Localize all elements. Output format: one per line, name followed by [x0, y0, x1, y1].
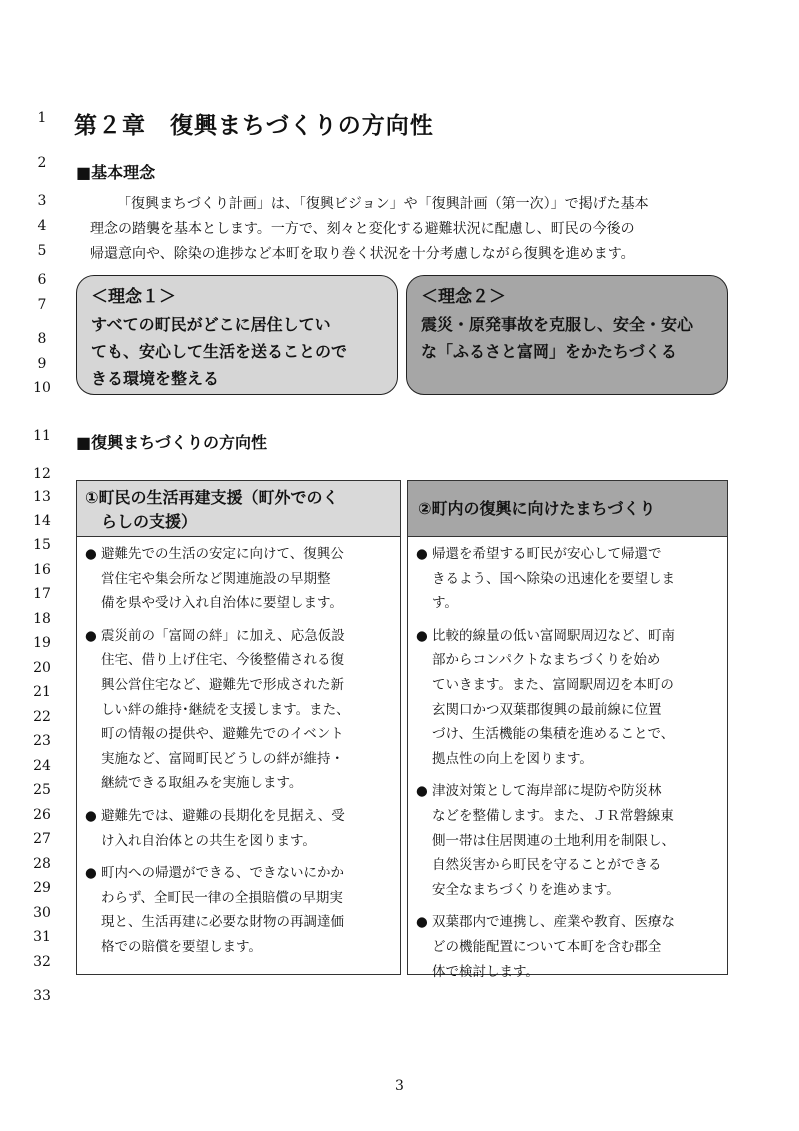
list-item-line: 比較的線量の低い富岡駅周辺など、町南 [432, 627, 675, 644]
basic-philosophy-paragraph [90, 192, 730, 267]
concept-line: きる環境を整える [91, 369, 220, 388]
line-number: 16 [33, 562, 51, 578]
list-item-line: 現と、生活再建に必要な財物の再調達価 [101, 914, 344, 931]
line-number: 25 [33, 782, 51, 798]
line-number: 5 [37, 243, 47, 259]
list-item-line: 津波対策として海岸部に堤防や防災林 [432, 783, 662, 800]
concept-label: ＜理念２＞ [421, 287, 506, 307]
list-item-line: 自然災害から町民を守ることができる [432, 857, 662, 874]
line-number: 26 [33, 807, 51, 823]
bullet-icon: ● [85, 807, 97, 824]
list-item-line: 興公営住宅など、避難先で形成された新 [101, 676, 344, 693]
list-item-line: 体で検討します。 [432, 963, 539, 980]
paragraph-line: 「復興まちづくり計画」は、「復興ビジョン」や「復興計画（第一次）」で掲げた基本 [117, 196, 649, 212]
list-item-line: しい絆の維持･継続を支援します。また、 [101, 701, 350, 718]
list-item-line: 実施など、富岡町民どうしの絆が維持・ [101, 750, 344, 767]
list-item-line: 町内への帰還ができる、できないにかか [101, 865, 344, 882]
line-number: 20 [33, 660, 51, 676]
line-number: 24 [33, 758, 51, 774]
list-item [85, 861, 392, 959]
line-number: 2 [37, 155, 47, 171]
section-heading-direction: ■復興まちづくりの方向性 [76, 433, 267, 452]
line-number: 11 [33, 428, 51, 444]
list-item-line: 避難先では、避難の長期化を見据え、受 [101, 807, 345, 824]
list-item-line: 備を県や受け入れ自治体に要望します。 [101, 595, 343, 612]
list-item-line: 側一帯は住居関連の土地利用を制限し、 [432, 832, 675, 849]
line-number: 12 [33, 466, 51, 482]
line-number: 7 [37, 297, 47, 313]
line-number: 15 [33, 537, 51, 553]
bullet-icon: ● [85, 546, 97, 562]
list-item-line: 格での賠償を要望します。 [101, 938, 262, 955]
chapter-number: 第２章 [74, 113, 146, 139]
concept-box-1 [76, 275, 398, 395]
line-number: 29 [33, 880, 51, 896]
concept-label: ＜理念１＞ [91, 287, 176, 307]
chapter-title [74, 107, 434, 140]
line-number: 31 [33, 929, 51, 945]
concept-line: すべての町民がどこに居住してい [91, 315, 331, 334]
direction-box-life-rebuilding [76, 480, 401, 975]
bullet-icon: ● [416, 783, 428, 800]
direction-list [408, 537, 727, 984]
list-item-line: ていきます。また、富岡駅周辺を本町の [432, 676, 674, 693]
list-item [416, 910, 719, 984]
line-number: 1 [37, 110, 47, 126]
direction-header: ②町内の復興に向けたまちづくり [408, 481, 727, 537]
bullet-icon: ● [416, 627, 428, 644]
line-number: 19 [33, 635, 51, 651]
line-number: 8 [37, 331, 47, 347]
list-item-line: 帰還を希望する町民が安心して帰還で [432, 546, 662, 562]
concept-line: ても、安心して生活を送ることので [91, 342, 348, 361]
list-item-line: 営住宅や集会所など関連施設の早期整 [101, 570, 331, 587]
list-item-line: 避難先での生活の安定に向けて、復興公 [101, 546, 344, 562]
list-item-line: 町の情報の提供や、避難先でのイベント [101, 726, 344, 743]
page-number: 3 [395, 1078, 404, 1094]
line-number: 9 [37, 356, 47, 372]
section-heading-basic-philosophy: ■基本理念 [76, 163, 156, 182]
line-number: 17 [33, 586, 51, 602]
bullet-icon: ● [416, 546, 428, 562]
concept-line: な「ふるさと富岡」をかたちづくる [421, 342, 677, 361]
list-item-line: 継続できる取組みを実施します。 [101, 775, 303, 792]
line-number: 32 [33, 954, 51, 970]
line-number: 18 [33, 611, 51, 627]
list-item [416, 624, 719, 772]
bullet-icon: ● [416, 914, 428, 931]
list-item [416, 542, 719, 616]
line-number: 23 [33, 733, 51, 749]
line-number: 22 [33, 709, 51, 725]
list-item [416, 779, 719, 902]
direction-header: ①町民の生活再建支援（町外でのく らしの支援） [77, 481, 400, 537]
line-number: 4 [37, 218, 47, 234]
list-item [85, 542, 392, 616]
list-item-line: 拠点性の向上を図ります。 [432, 750, 593, 767]
bullet-icon: ● [85, 865, 97, 882]
paragraph-line: 帰還意向や、除染の進捗など本町を取り巻く状況を十分考慮しながら復興を進めます。 [90, 246, 635, 262]
list-item-line: 安全なまちづくりを進めます。 [432, 881, 620, 898]
list-item-line: わらず、全町民一律の全損賠償の早期実 [101, 889, 343, 906]
list-item-line: 玄関口かつ双葉郡復興の最前線に位置 [432, 701, 662, 718]
line-number: 13 [33, 489, 51, 505]
line-number: 27 [33, 831, 51, 847]
line-number: 6 [37, 272, 47, 288]
list-item-line: などを整備します。また、ＪＲ常磐線東 [432, 807, 674, 824]
list-item-line: きるよう、国へ除染の迅速化を要望しま [432, 570, 675, 587]
list-item-line: どの機能配置について本町を含む郡全 [432, 938, 662, 955]
paragraph-line: 理念の踏襲を基本とします。一方で、刻々と変化する避難状況に配慮し、町民の今後の [90, 221, 635, 237]
list-item-line: 部からコンパクトなまちづくりを始め [432, 652, 661, 669]
line-number: 30 [33, 905, 51, 921]
direction-box-town-reconstruction [407, 480, 728, 980]
line-number: 21 [33, 684, 51, 700]
line-number: 33 [33, 988, 51, 1004]
line-number: 14 [33, 513, 51, 529]
list-item [85, 624, 392, 796]
list-item-line: す。 [432, 595, 458, 612]
concept-line: 震災・原発事故を克服し、安全・安心 [421, 315, 694, 334]
line-number: 10 [33, 380, 51, 396]
list-item-line: け入れ自治体との共生を図ります。 [101, 832, 316, 849]
list-item-line: 住宅、借り上げ住宅、今後整備される復 [101, 652, 344, 669]
line-number: 3 [37, 193, 47, 209]
list-item [85, 804, 392, 853]
bullet-icon: ● [85, 627, 97, 644]
concept-box-2 [406, 275, 728, 395]
direction-list [77, 537, 400, 960]
list-item-line: 双葉郡内で連携し、産業や教育、医療な [432, 914, 675, 931]
chapter-name: 復興まちづくりの方向性 [170, 113, 434, 139]
list-item-line: づけ、生活機能の集積を進めることで、 [432, 726, 675, 743]
list-item-line: 震災前の「富岡の絆」に加え、応急仮設 [101, 627, 345, 644]
line-number: 28 [33, 856, 51, 872]
